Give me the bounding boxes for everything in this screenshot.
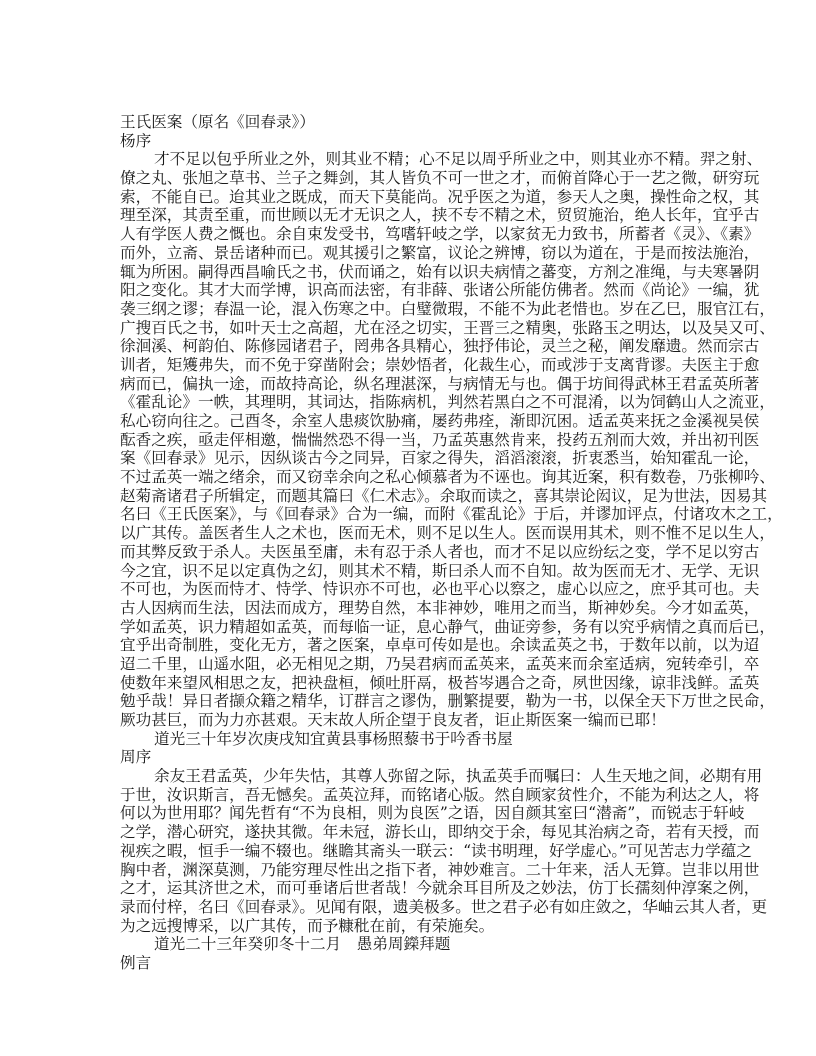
text-line: 古人因病而生法，因法而成方，理势自然，本非神妙，唯用之而当，斯神妙矣。今才如孟英， (120, 598, 760, 617)
text-line: 名曰《王氏医案》，与《回春录》合为一编，而附《霍乱论》于后，并谬加评点，付诸攻木之工， (120, 505, 783, 524)
signature-line: 道光三十年岁次庚戌知宜黄县事杨照藜书于吟香书屋 (154, 729, 513, 748)
text-line: 以广其传。盖医者生人之术也，医而无术，则不足以生人。医而误用其术，则不惟不足以生人， (120, 524, 775, 543)
text-line: 录而付梓，名曰《回春录》。见闻有限，遗美极多。世之君子必有如庄敛之，华岫云其人者，更 (120, 897, 768, 916)
document-title: 王氏医案（原名《回春录》） (120, 113, 315, 131)
text-line: 宜乎出奇制胜，变化无方，著之医案，卓卓可传如是也。余读孟英之书，于数年以前，以为迢 (120, 636, 760, 655)
text-line: 余友王君孟英，少年失怙，其尊人弥留之际，执孟英手而嘱曰：人生天地之间，必期有用 (154, 767, 763, 786)
text-line: 使数年来望风相思之友，把袂盘桓，倾吐肝鬲，极苔岑遇合之奇，夙世因缘，谅非浅鲜。孟英 (120, 673, 760, 692)
text-line: 今之宜，识不足以定真伪之幻，则其术不精，斯曰杀人而不自知。故为医而无才、无学、无识 (120, 561, 760, 580)
text-line: 于世，汝识斯言，吾无憾矣。孟英泣拜，而铭诸心版。然自顾家贫性介，不能为利达之人，将 (120, 785, 760, 804)
text-line: 学如孟英，识力精超如孟英，而每临一证，息心静气，曲证旁参，务有以究乎病情之真而后已， (120, 617, 775, 636)
text-line: 不过孟英一端之绪余，而又窃幸余向之私心倾慕者为不诬也。询其近案，积有数卷，乃张柳吟、 (120, 468, 775, 487)
document-page (120, 113, 783, 973)
text-line: 辄为所困。嗣得西昌喻氏之书，伏而诵之，始有以识夫病情之蕃变，方剂之准绳，与夫寒暑阴 (120, 262, 760, 281)
text-line: 《霍乱论》一帙，其理明，其词达，指陈病机，判然若黑白之不可混淆，以为饲鹤山人之流亚， (120, 393, 775, 412)
section-heading-yang-preface: 杨序 (120, 131, 152, 150)
text-line: 广搜百氏之书，如叶天士之高超，尤在泾之切实，王晋三之精奥，张路玉之明达，以及吴又可、 (120, 318, 775, 337)
text-line: 胸中者，渊深莫测，乃能穷理尽性出之指下者，神妙难言。二十年来，活人无算。岂非以用世 (120, 860, 760, 879)
text-line: 袭三纲之谬；春温一论，混入伤寒之中。白璧微瑕，不能不为此老惜也。岁在乙巳，服官江右， (120, 299, 775, 318)
text-line: 人有学医人费之慨也。余自束发受书，笃嗜轩岐之学，以家贫无力致书，所蓄者《灵》、《素》 (120, 225, 760, 244)
text-line: 徐洄溪、柯韵伯、陈修园诸君子，罔弗各具精心，独抒伟论，灵兰之秘，阐发靡遗。然而宗古 (120, 337, 760, 356)
signature-line: 道光二十三年癸卯冬十二月 愚弟周鑅拜题 (154, 935, 451, 954)
text-line: 酝香之疾，亟走伻相邀，惴惴然恐不得一当，乃孟英惠然肯来，投药五剂而大效，并出初刊医 (120, 430, 760, 449)
text-line: 勉乎哉！异日者撷众籍之精华，订群言之谬伪，删繁提要，勒为一书，以保全天下万世之民命， (120, 692, 775, 711)
text-line: 才不足以包乎所业之外，则其业不精；心不足以周乎所业之中，则其业亦不精。羿之射、 (154, 150, 763, 169)
text-line: 索，不能自已。迨其业之既成，而天下莫能尚。况乎医之为道，参天人之奥，操性命之权，其 (120, 187, 760, 206)
section-heading-general-remarks: 例言 (120, 953, 152, 972)
text-line: 而外，立斋、景岳诸种而已。观其援引之繁富，议论之辨博，窃以为道在，于是而按法施治， (120, 243, 760, 262)
text-line: 阳之变化。其才大而学博，识高而法密，有非薛、张诸公所能仿佛者。然而《尚论》一编，犹 (120, 281, 760, 300)
text-line: 厥功甚巨，而为力亦甚艰。天末故人所企望于良友者，讵止斯医案一编而已耶！ (120, 711, 666, 729)
text-line: 何以为世用耶？闻先哲有“不为良相，则为良医”之语，因自颜其室曰“潜斋”，而锐志于轩岐 (120, 804, 745, 823)
text-line: 而其弊反致于杀人。夫医虽至庸，未有忍于杀人者也，而才不足以应纷纭之变，学不足以穷古 (120, 542, 760, 561)
text-line: 之学，潜心研究，遂抉其微。年未冠，游长山，即纳交于余，每见其治病之奇，若有天授，而 (120, 823, 760, 842)
text-line: 病而已，偏执一途，而故持高论，纵名理湛深，与病情无与也。偶于坊间得武林王君孟英所著 (120, 374, 760, 393)
yang-preface-body (120, 150, 783, 748)
text-line: 为之远搜博采，以广其传，而予糠秕在前，有荣施矣。 (120, 916, 495, 935)
text-line: 视疾之暇，恒手一编不辍也。继瞻其斋头一联云：“读书明理，好学虚心。”可见苦志力学蕴之 (120, 841, 752, 860)
text-line: 之才，运其济世之术，而可垂诸后世者哉！今就余耳目所及之妙法，仿丁长孺刻仲淳案之例， (120, 879, 760, 898)
text-line: 赵菊斋诸君子所辑定，而题其篇曰《仁术志》。余取而读之，喜其崇论闳议，足为世法，因易其 (120, 486, 768, 505)
text-line: 训者，矩矱弗失，而不免于穿凿附会；崇妙悟者，化裁生心，而或涉于支离背谬。夫医主于愈 (120, 355, 760, 374)
text-line: 案《回春录》见示，因纵谈古今之同异，百家之得失，滔滔滚滚，折衷悉当，始知霍乱一论， (120, 449, 760, 468)
text-line: 私心窃向往之。己酉冬，余室人患痰饮胁痛，屡药弗痊，渐即沉困。适孟英来抚之金溪视吴侯 (120, 412, 760, 430)
text-line: 理至深，其责至重，而世顾以无才无识之人，挟不专不精之术，贸贸施治，绝人长年，宜乎古 (120, 206, 760, 225)
text-line: 僚之丸、张旭之草书、兰子之舞剑，其人皆负不可一世之才，而俯首降心于一艺之微，研穷玩 (120, 169, 760, 188)
text-line: 迢二千里，山遥水阻，必无相见之期，乃吴君病而孟英来，孟英来而余室适病，宛转牵引，卒 (120, 654, 760, 673)
section-heading-zhou-preface: 周序 (120, 748, 152, 767)
text-line: 不可也，为医而恃才、恃学、恃识亦不可也，必也平心以察之，虚心以应之，庶乎其可也。夫 (120, 580, 760, 599)
zhou-preface-body (120, 767, 768, 954)
